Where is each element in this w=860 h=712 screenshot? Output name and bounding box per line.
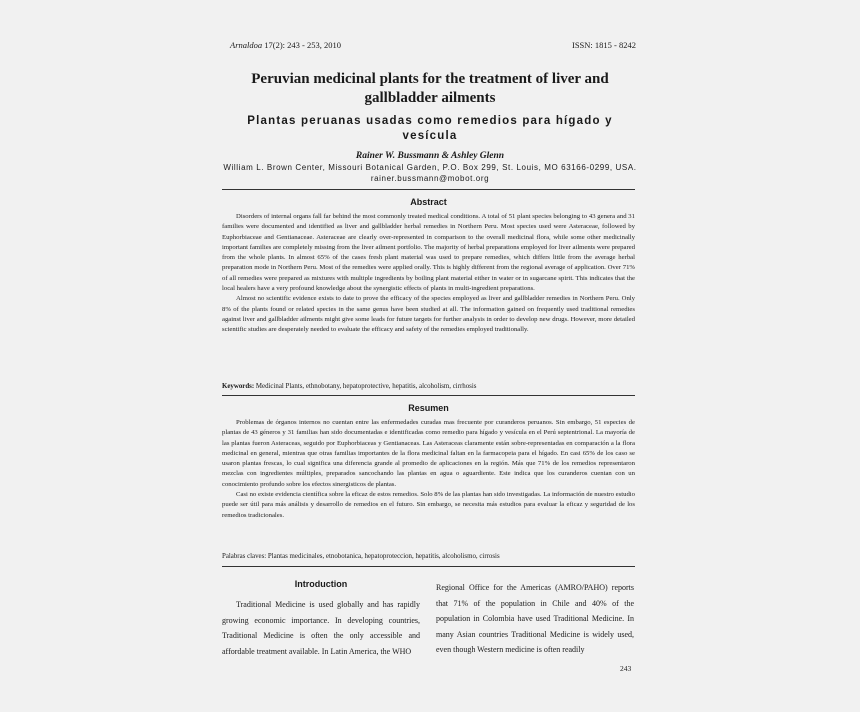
paper-title: Peruvian medicinal plants for the treatment of liver and gallbladder ailments [251,71,609,106]
palabras-claves: Palabras claves: Plantas medicinales, etnobotanica, hepatoproteccion, hepatitis, alcoholismo, cirrosis [222,553,500,560]
resumen-heading: Resumen [408,403,449,413]
abstract-paragraph: Almost no scientific evidence exists to date to prove the efficacy of the species employed as liver and gallbladder remedies in Northern Peru. Only 8% of the plants found or related species in the same genus have been studied at all. The information gained on frequently used traditional remedies against liver and gallbladder ailments might give some leads for future targets for further analysis in order to develop new drugs. However, more detailed scientific studies are desperately needed to evaluate the efficacy and safety of the remedies employed traditionally. [222,295,635,334]
journal-citation [230,40,341,50]
divider [222,566,635,567]
introduction-heading: Introduction [294,579,348,589]
keywords-label: Keywords: [222,383,255,390]
journal-name: Arnaldoa [230,40,263,50]
introduction-text: Regional Office for the Americas (AMRO/PAHO) reports that 71% of the population in Chile and 40% of the population in Colombia have used Traditional Medicine. In many Asian countries Traditional Medicine is widely used, even though Western medicine is often readily [436,583,634,655]
abstract-paragraph: Disorders of internal organs fall far behind the most commonly treated medical conditions. A total of 51 plant species belonging to 43 genera and 31 families were documented and identified as liver and gallbladder herbal remedies in Northern Peru. Most species used were Asteraceae, followed by Euphorbiaceae and Gentianaceae. Asteraceae are clearly over-represented in comparison to the overall medicinal flora, while some other medicinally important families are completely missing from the liver ailment portfolio. The majority of herbal preparations employed for liver ailments were prepared from the whole plants. In almost 65% of the cases fresh plant material was used to prepare remedies, which differs little from the average herbal preparation mode in Northern Peru. Most of the remedies were applied orally. This is highly different from the regional average of application. Over 71% of all remedies were prepared as mixtures with multiple ingredients by boiling plant material either in water or in sugarcane spirit. This indicates that the local healers have a very profound knowledge about the synergistic effects of plants in multi-ingredient preparations. [222,213,635,293]
resumen-paragraph: Problemas de órganos internos no cuentan entre las enfermedades curadas mas frecuente por curanderos peruanos. Sin embargo, 51 especies de plantas de 43 géneros y 31 familias han sido documentadas e identificadas como remedio para hígado y vesícula en el Perú septentrional. La mayoría de las plantas fueron Asteraceas, seguido por Euphorbiaceas y Gentianaceas. Las Asteraceas claramente están sobre-representadas en comparación a la flora medicinal en general, mientras que otras familias importantes de la flora medicinal faltan en la farmacopeia para el hígado. En casi 65% de los caso se usaron plantas frescas, lo cual significa una diferencia grande al promedio de aplicaciones en la región. Más que 71% de los remedios representaron mezclas con ingredientes múltiples, preparados sancochando las plantas en agua o aguardiente. Este indica que los curanderos cuentan con un conocimiento profundo sobre los efectos sinergisticos de plantas. [222,419,635,488]
paper-subtitle: Plantas peruanas usadas como remedios para hígado y vesícula [247,115,613,142]
keywords [222,382,635,392]
resumen-body [222,418,635,521]
abstract-heading: Abstract [410,197,447,207]
affiliation: William L. Brown Center, Missouri Botanical Garden, P.O. Box 299, St. Louis, MO 63166-0299, USA. rainer.bussmann@mobot.org [223,163,637,183]
abstract-body [222,212,635,336]
resumen-paragraph: Casi no existe evidencia científica sobre la eficaz de estos remedios. Solo 8% de las plantas han sido investigadas. La información de nuestro estudio puede ser útil para más análisis y desarrollo de remedios en el futuro. Sin embargo, se necesita más estudios para evaluar la eficaz y seguridad de los remedios tradicionales. [222,491,635,519]
introduction-left-column [222,597,420,659]
introduction-text: Traditional Medicine is used globally and has rapidly growing economic importance. In developing countries, Traditional Medicine is often the only accessible and affordable treatment available. In Latin America, the WHO [222,600,420,656]
keywords-text: Medicinal Plants, ethnobotany, hepatoprotective, hepatitis, alcoholism, cirrhosis [254,383,477,390]
page-number: 243 [620,664,632,673]
issn: ISSN: 1815 - 8242 [572,40,636,50]
authors: Rainer W. Bussmann & Ashley Glenn [355,151,505,161]
divider [222,189,635,190]
journal-volume: 17(2): 243 - 253, 2010 [262,40,341,50]
introduction-right-column [436,580,634,658]
divider [222,395,635,396]
